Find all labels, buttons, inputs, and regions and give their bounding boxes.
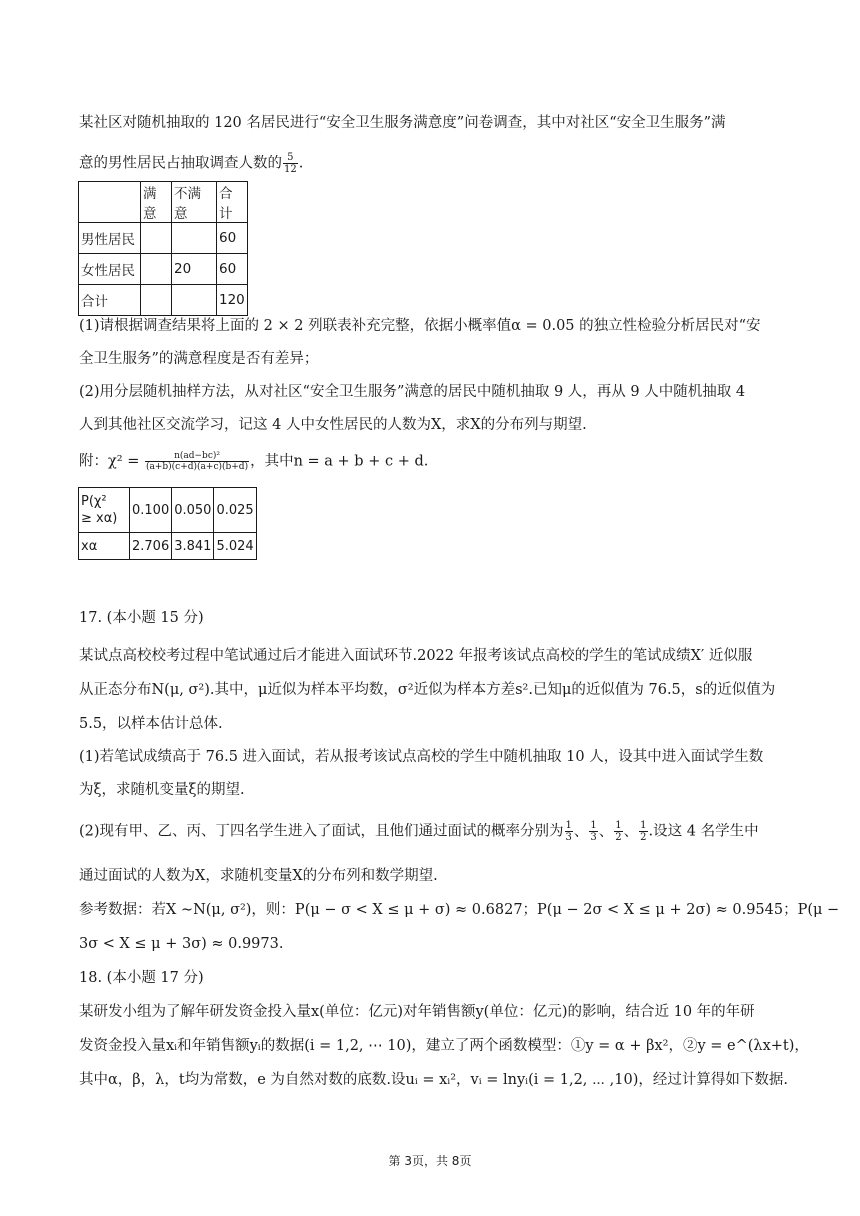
table-cell [172, 285, 217, 316]
table-cell: 0.100 [130, 488, 172, 533]
probability-fraction [565, 820, 573, 843]
table-row-label [79, 488, 130, 533]
table-row [79, 254, 248, 285]
problem18-heading: 18. (本小题 17 分) [79, 970, 204, 986]
problem17-line1: 某试点高校校考过程中笔试通过后才能进入面试环节.2022 年报考该试点高校的学生的笔试成绩X′ 近似服 [79, 648, 753, 664]
probability-fraction [639, 820, 647, 843]
table-cell: 5.024 [214, 533, 256, 560]
fraction-numerator: 1 [590, 820, 597, 831]
fraction-denominator: 12 [284, 164, 297, 175]
problem18-line3: 其中α，β，λ，t均为常数，e 为自然对数的底数.设uᵢ = xᵢ²，vᵢ = lnyᵢ(i = 1,2, ⋯ ,10)，经过计算得如下数据. [79, 1072, 789, 1088]
fraction-denominator: 2 [640, 832, 647, 843]
fraction-denominator: (a+b)(c+d)(a+c)(b+d) [145, 462, 249, 472]
problem17-line6 [79, 820, 779, 843]
problem17-line9: 3σ < X ≤ μ + 3σ) ≈ 0.9973. [79, 936, 284, 952]
table-header-satisfied: 满意 [141, 182, 172, 223]
probability-fractions [564, 820, 649, 843]
table-cell [79, 182, 141, 223]
fraction-numerator: 1 [565, 820, 572, 831]
table-cell: 3.841 [172, 533, 214, 560]
problem17-line5: 为ξ，求随机变量ξ的期望. [79, 782, 245, 798]
problem16-question2-line1: (2)用分层随机抽样方法，从对社区“安全卫生服务”满意的居民中随机抽取 9 人，再从 9 人中随机抽取 4 [79, 384, 746, 400]
fraction-denominator: 3 [565, 832, 572, 843]
separator: 、 [598, 823, 614, 840]
period: . [298, 155, 304, 172]
problem16-intro-text: 意的男性居民占抽取调查人数的 [79, 155, 282, 172]
table-header-total: 合计 [217, 182, 248, 223]
appendix-prefix: 附：χ² = [79, 453, 140, 470]
problem17-line6-tail: .设这 4 名学生中 [648, 823, 759, 840]
fraction-denominator: 3 [590, 832, 597, 843]
problem17-heading: 17. (本小题 15 分) [79, 610, 204, 626]
problem17-line3: 5.5，以样本估计总体. [79, 716, 223, 732]
critical-value-table [78, 487, 257, 560]
table-header-row [79, 182, 248, 223]
table-cell: 女性居民 [79, 254, 141, 285]
label-part: P(χ² [81, 494, 107, 509]
problem18-line2: 发资金投入量xᵢ和年销售额yᵢ的数据(i = 1,2, ⋯ 10)，建立了两个函数模型：①y = α + βx²，②y = e^(λx+t)， [79, 1038, 809, 1054]
chi-square-fraction [145, 451, 249, 472]
problem16-question2-line2: 人到其他社区交流学习，记这 4 人中女性居民的人数为X，求X的分布列与期望. [79, 417, 587, 433]
label-part: ≥ xα) [81, 511, 118, 526]
table-row [79, 285, 248, 316]
table-cell [141, 223, 172, 254]
fraction-numerator: 1 [640, 820, 647, 831]
problem16-appendix [79, 451, 779, 472]
table-row [79, 223, 248, 254]
table-cell [172, 223, 217, 254]
problem16-question1-line2: 全卫生服务”的满意程度是否有差异； [79, 351, 319, 367]
problem18-line1: 某研发小组为了解年研发资金投入量x(单位：亿元)对年销售额y(单位：亿元)的影响，结合近 10 年的年研 [79, 1004, 755, 1020]
contingency-table [78, 181, 248, 316]
table-cell: 60 [217, 254, 248, 285]
problem17-line2: 从正态分布N(μ, σ²).其中，μ近似为样本平均数，σ²近似为样本方差s².已知μ的近似值为 76.5，s的近似值为 [79, 682, 776, 698]
page-footer: 第 3页，共 8页 [388, 1154, 472, 1168]
separator: 、 [623, 823, 639, 840]
table-cell: 2.706 [130, 533, 172, 560]
table-cell: 20 [172, 254, 217, 285]
problem17-line4: (1)若笔试成绩高于 76.5 进入面试，若从报考该试点高校的学生中随机抽取 10 人，设其中进入面试学生数 [79, 749, 764, 765]
table-row [79, 488, 257, 533]
problem16-intro-line1: 某社区对随机抽取的 120 名居民进行“安全卫生服务满意度”问卷调查，其中对社区“安全卫生服务”满 [79, 115, 726, 131]
table-header-unsatisfied: 不满意 [172, 182, 217, 223]
problem16-question1-line1: (1)请根据调查结果将上面的 2 × 2 列联表补充完整，依据小概率值α = 0.05 的独立性检验分析居民对“安 [79, 318, 761, 334]
table-row-label: xα [79, 533, 130, 560]
appendix-suffix: ，其中n = a + b + c + d. [250, 453, 429, 470]
problem17-line7: 通过面试的人数为X，求随机变量X的分布列和数学期望. [79, 868, 438, 884]
table-cell: 合计 [79, 285, 141, 316]
fraction-denominator: 2 [615, 832, 622, 843]
separator: 、 [573, 823, 589, 840]
problem17-line8: 参考数据：若X ∼N(μ, σ²)，则：P(μ − σ < X ≤ μ + σ) ≈ 0.6827；P(μ − 2σ < X ≤ μ + 2σ) ≈ 0.9545；P(μ − [79, 902, 840, 918]
table-cell: 男性居民 [79, 223, 141, 254]
table-cell [141, 254, 172, 285]
probability-fraction [589, 820, 597, 843]
fraction-numerator: 5 [283, 152, 298, 164]
table-cell: 120 [217, 285, 248, 316]
table-cell: 0.050 [172, 488, 214, 533]
table-cell: 60 [217, 223, 248, 254]
table-row [79, 533, 257, 560]
fraction-5-12 [283, 152, 298, 175]
problem17-line6-text: (2)现有甲、乙、丙、丁四名学生进入了面试，且他们通过面试的概率分别为 [79, 823, 564, 840]
fraction-numerator: 1 [615, 820, 622, 831]
table-cell [141, 285, 172, 316]
probability-fraction [614, 820, 622, 843]
problem16-intro-line2 [79, 152, 779, 175]
fraction-numerator: n(ad−bc)² [145, 451, 249, 462]
table-cell: 0.025 [214, 488, 256, 533]
